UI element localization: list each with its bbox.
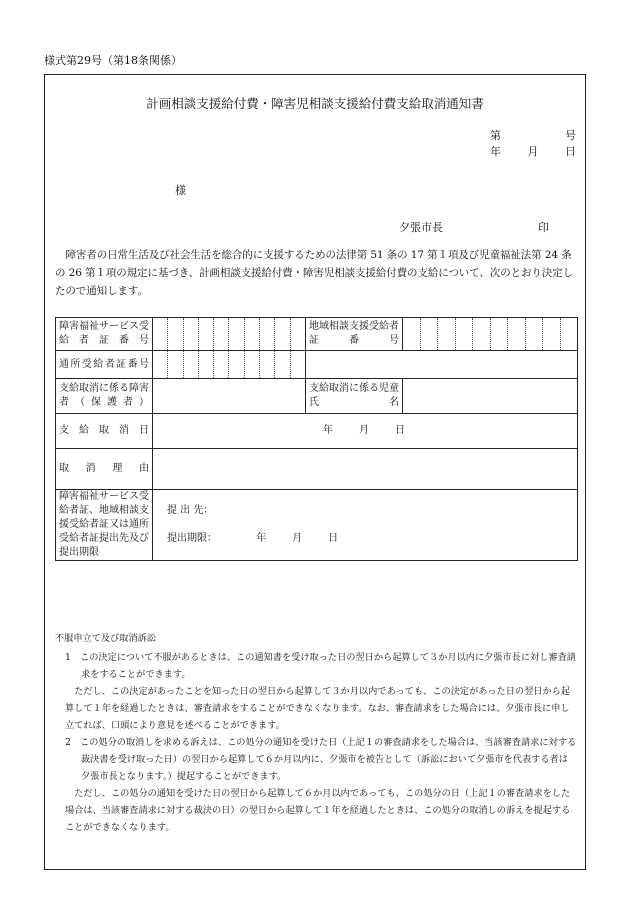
day-cert-label: 通所受給者証番号 [56,351,153,379]
submit-label: 障害福祉サービス受給者証、地域相談支援受給者証又は通所受給者証提出先及び提出期限 [56,490,153,561]
notes-heading: 不服申立て及び取消訴訟 [55,633,157,644]
reason-label: 取消理由 [56,449,153,490]
reason-field[interactable] [153,449,578,490]
submit-to: 提 出 先： [167,505,214,516]
intro-paragraph: 障害者の日常生活及び社会生活を総合的に支援するための法律第 51 条の 17 第１項及び児童福祉法第 24 条の 26 第１項の規定に基づき、計画相談支援給付費・障害児相談支援給付費の支給について、次のとおり決定したので通知します。 [55,249,573,297]
doc-number-suffix: 号 [565,129,576,142]
cancel-child-label: 支給取消に係る児童氏名 [306,379,403,414]
cancel-child-field[interactable] [403,379,578,414]
submit-info[interactable] [153,490,578,561]
notes-item-2: 2 この処分の取消しを求める訴えは、この処分の通知を受けた日（上記１の審査請求をした場合は、当該審査請求に対する裁決書を受け取った日）の翌日から起算して６か月以内に、夕張市を被告として（訴訟において夕張市を代表する者は夕張市長となります。）提起することができます。 [65,737,577,782]
issuer [399,219,549,235]
day-cert-number-field[interactable] [153,351,306,379]
submit-deadline-line [167,525,574,553]
document-frame [44,74,586,870]
cancel-date-field[interactable]: 年 月 日 [153,414,578,449]
submit-deadline-date: 年 月 日 [256,533,341,544]
issuer-name: 夕張市長 [399,221,443,234]
blank-cell [306,351,578,379]
submit-deadline-label: 提出期限： [167,533,217,544]
notes-item-1-proviso: ただし、この決定があったことを知った日の翌日から起算して３か月以内であっても、この決定があった日の翌日から起算して１年を経過したときは、審査請求をすることができなくなります。なお、審査請求をした場合には、夕張市長に申し立てれば、口頭により意見を述べることができます。 [65,686,571,731]
notes-item-2-proviso: ただし、この処分の通知を受けた日の翌日から起算して６か月以内であっても、この処分の日（上記１の審査請求をした場合は、当該審査請求に対する裁決の日）の翌日から起算して１年を経過したときは、この処分の取消しの訴えを提起することができなくなります。 [65,788,571,833]
cancel-person-field[interactable] [153,379,306,414]
cancel-date-label: 支給取消日 [56,414,153,449]
date-year: 年 [490,145,501,158]
doc-number-block [490,128,576,160]
appeal-notes [55,630,577,836]
welfare-cert-label: 障害福祉サービス受給者証番号 [56,318,153,351]
document-title: 計画相談支援給付費・障害児相談支援給付費支給取消通知書 [146,96,484,111]
doc-number-prefix: 第 [490,129,501,142]
date-day: 日 [565,145,576,158]
addressee: 様 [175,184,186,197]
consult-cert-label: 地域相談支援受給者証番号 [306,318,403,351]
notes-item-1: 1 この決定について不服があるときは、この通知書を受け取った日の翌日から起算して３か月以内に夕張市長に対し審査請求をすることができます。 [65,652,576,680]
welfare-cert-number-field[interactable] [153,318,306,351]
cancel-person-label: 支給取消に係る障害者（保護者） [56,379,153,414]
form-id: 様式第29号（第18条関係） [44,54,182,67]
consult-cert-number-field[interactable] [403,318,578,351]
issuer-seal: 印 [538,221,549,234]
info-table [55,317,578,561]
date-month: 月 [527,145,539,158]
